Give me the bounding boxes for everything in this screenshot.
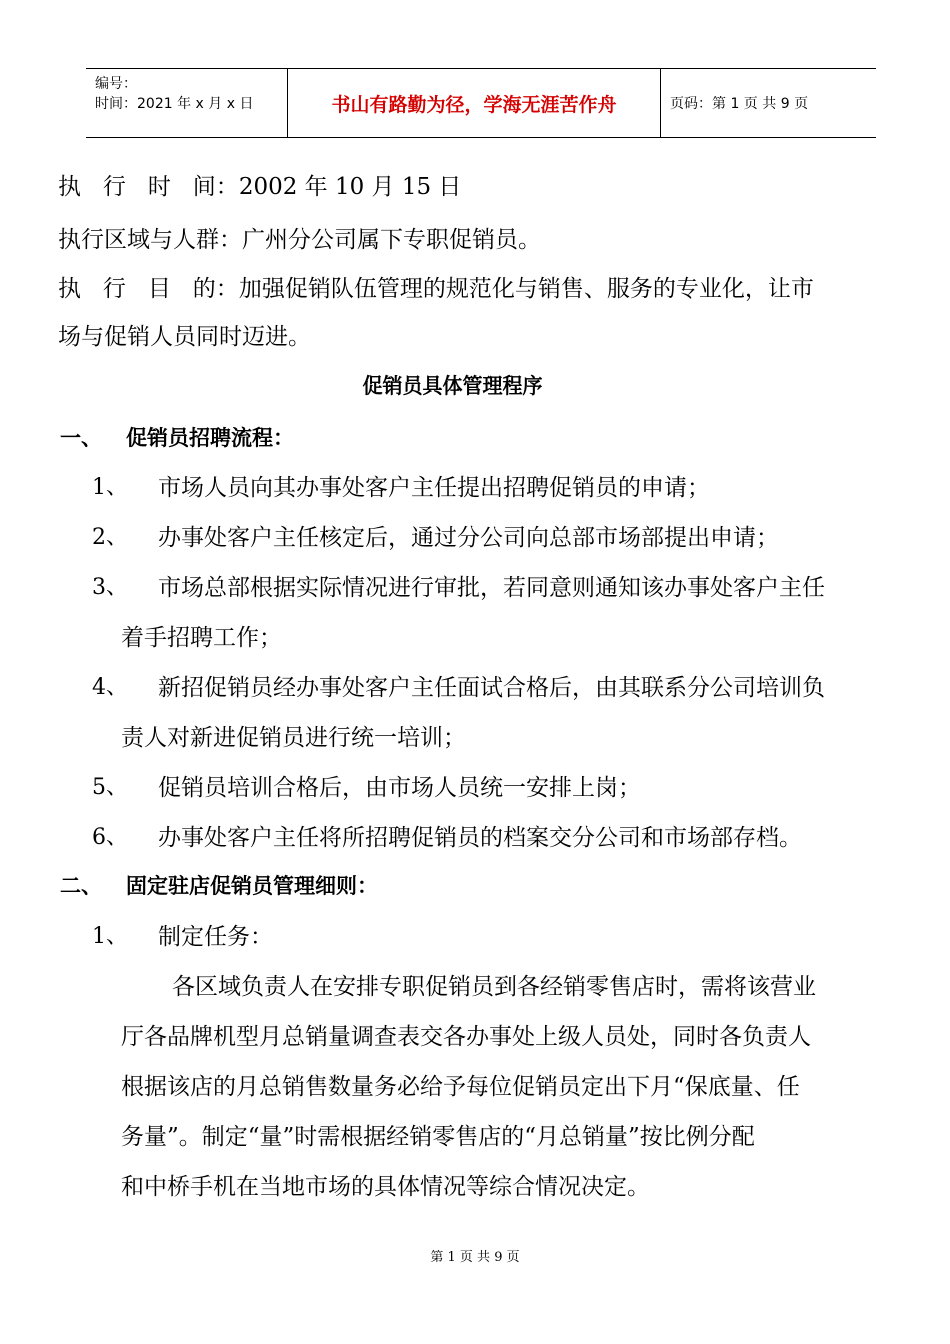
section-1-item-1-number: 1、	[92, 475, 128, 500]
section-2-item-1-text: 制定任务：	[158, 924, 273, 950]
meta-area-line: 执行区域与人群：广州分公司属下专职促销员。	[58, 227, 541, 253]
meta-time-value: 2002 年 10 月 15 日	[238, 174, 462, 200]
header-time-label: 时间：2021 年 x 月 x 日	[95, 96, 254, 112]
section-1-item-6-text: 办事处客户主任将所招聘促销员的档案交分公司和市场部存档。	[158, 825, 802, 851]
document-header	[86, 68, 876, 138]
meta-purpose-text-1: 加强促销队伍管理的规范化与销售、服务的专业化，让市	[238, 276, 814, 302]
header-page-label: 页码：第 1 页 共 9 页	[670, 96, 809, 112]
section-2-item-1-number: 1、	[92, 924, 128, 949]
section-1-number: 一、	[60, 426, 102, 450]
section-1-item-4-continuation: 责人对新进促销员进行统一培训；	[121, 725, 466, 751]
section-2-number: 二、	[60, 874, 102, 898]
meta-time-label: 执 行 时 间：	[58, 174, 239, 200]
paragraph-line-4: 务量”。制定“量”时需根据经销零售店的“月总销量”按比例分配	[121, 1124, 755, 1150]
section-1-item-5-text: 促销员培训合格后，由市场人员统一安排上岗；	[158, 775, 641, 801]
section-1-item-1-text: 市场人员向其办事处客户主任提出招聘促销员的申请；	[158, 475, 710, 501]
section-1-item-6-number: 6、	[92, 825, 128, 850]
document-title: 促销员具体管理程序	[362, 374, 543, 398]
section-1-title: 促销员招聘流程：	[126, 426, 294, 450]
section-1-item-2-number: 2、	[92, 525, 128, 550]
section-1-item-3-text: 市场总部根据实际情况进行审批，若同意则通知该办事处客户主任	[158, 575, 825, 601]
section-1-item-3-continuation: 着手招聘工作；	[121, 625, 282, 651]
meta-purpose-label: 执 行 目 的：	[58, 276, 239, 302]
section-1-item-4-number: 4、	[92, 675, 128, 700]
header-code-label: 编号：	[95, 76, 137, 92]
page-footer: 第 1 页 共 9 页	[430, 1250, 520, 1265]
paragraph-line-5: 和中桥手机在当地市场的具体情况等综合情况决定。	[121, 1174, 650, 1200]
paragraph-line-3: 根据该店的月总销售数量务必给予每位促销员定出下月“保底量、任	[121, 1074, 800, 1100]
section-1-item-3-number: 3、	[92, 575, 128, 600]
section-1-item-4-text: 新招促销员经办事处客户主任面试合格后，由其联系分公司培训负	[158, 675, 825, 701]
header-meta-cell	[86, 69, 288, 137]
header-motto: 书山有路勤为径，学海无涯苦作舟	[288, 69, 661, 137]
paragraph-line-1: 各区域负责人在安排专职促销员到各经销零售店时，需将该营业	[172, 974, 816, 1000]
meta-purpose-line	[58, 270, 814, 303]
meta-time-line	[58, 168, 461, 201]
paragraph-line-2: 厅各品牌机型月总销量调查表交各办事处上级人员处，同时各负责人	[121, 1024, 811, 1050]
section-1-item-5-number: 5、	[92, 775, 128, 800]
meta-purpose-text-2: 场与促销人员同时迈进。	[58, 324, 311, 350]
section-2-title: 固定驻店促销员管理细则：	[126, 874, 378, 898]
section-1-item-2-text: 办事处客户主任核定后，通过分公司向总部市场部提出申请；	[158, 525, 779, 551]
